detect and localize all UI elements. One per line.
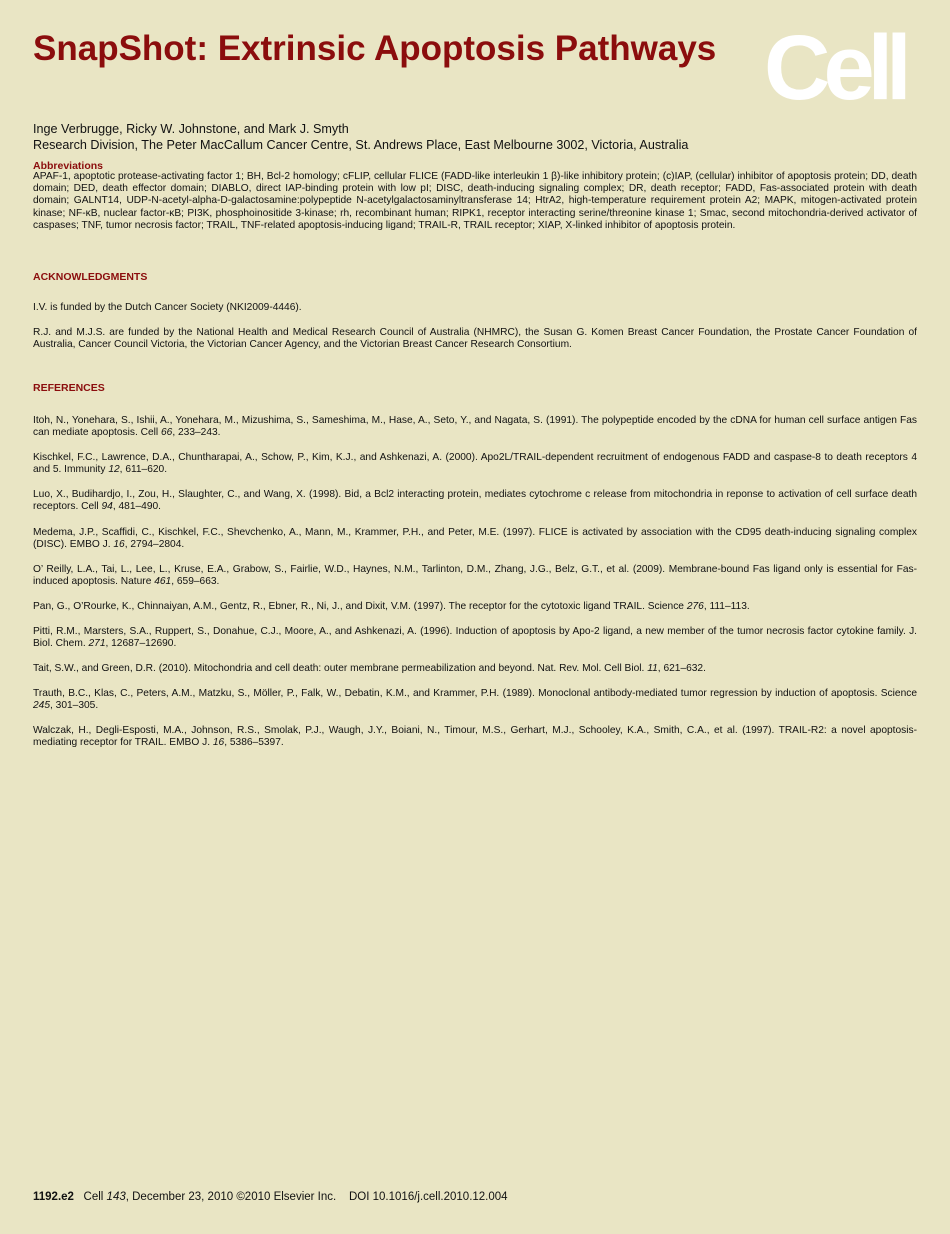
- page-title: SnapShot: Extrinsic Apoptosis Pathways: [33, 29, 717, 68]
- abbreviations-text: APAF-1, apoptotic protease-activating factor 1; BH, Bcl-2 homology; cFLIP, cellular FLICE (FADD-like interleukin 1 β)-like inhibitory protein; (c)IAP, (cellular) inhibitor of apoptosis protein; DD, death domain; DED, death effector domain; DIABLO, direct IAP-binding protein with low pI; DISC, death-inducing signaling complex; DR, death receptor; FADD, Fas-associated protein with death domain; GALNT14, UDP-N-acetyl-alpha-D-galactosamine:polypeptide N-acetylgalactosaminyltransferase 14; HtrA2, high-temperature requirement protein A2; MAPK, mitogen-activated protein kinase; NF-κB, nuclear factor-κB; PI3K, phosphoinositide 3-kinase; rh, recombinant human; RIPK1, receptor interacting serine/threonine kinase 1; Smac, second mitochondria-derived activator of caspases; TNF, tumor necrosis factor; TRAIL, TNF-related apoptosis-inducing ligand; TRAIL-R, TRAIL receptor; XIAP, X-linked inhibitor of apoptosis protein.: [33, 171, 917, 231]
- reference-item: Kischkel, F.C., Lawrence, D.A., Chuntharapai, A., Schow, P., Kim, K.J., and Ashkenazi, A. (2000). Apo2L/TRAIL-dependent recruitment of endogenous FADD and caspase-8 to death receptors 4 and 5. Immunity 12, 611–620.: [33, 452, 917, 476]
- reference-item: Pan, G., O’Rourke, K., Chinnaiyan, A.M., Gentz, R., Ebner, R., Ni, J., and Dixit, V.M. (1997). The receptor for the cytotoxic ligand TRAIL. Science 276, 111–113.: [33, 601, 750, 612]
- affiliation: Research Division, The Peter MacCallum Cancer Centre, St. Andrews Place, East Melbourne 3002, Victoria, Australia: [33, 138, 689, 152]
- acknowledgments-heading: ACKNOWLEDGMENTS: [33, 271, 148, 283]
- citation: Cell 143, December 23, 2010 ©2010 Elsevier Inc.: [83, 1191, 337, 1203]
- page-footer: [33, 1190, 508, 1204]
- doi: DOI 10.1016/j.cell.2010.12.004: [349, 1191, 508, 1203]
- reference-item: Medema, J.P., Scaffidi, C., Kischkel, F.C., Shevchenko, A., Mann, M., Krammer, P.H., and Peter, M.E. (1997). FLICE is activated by association with the CD95 death-inducing signaling complex (DISC). EMBO J. 16, 2794–2804.: [33, 527, 917, 551]
- reference-item: Itoh, N., Yonehara, S., Ishii, A., Yonehara, M., Mizushima, S., Sameshima, M., Hase, A., Seto, Y., and Nagata, S. (1991). The polypeptide encoded by the cDNA for human cell surface antigen Fas can mediate apoptosis. Cell 66, 233–243.: [33, 415, 917, 439]
- reference-item: Trauth, B.C., Klas, C., Peters, A.M., Matzku, S., Möller, P., Falk, W., Debatin, K.M., and Krammer, P.H. (1989). Monoclonal antibody-mediated tumor regression by induction of apoptosis. Science 245, 301–305.: [33, 688, 917, 712]
- author-block: [33, 121, 917, 153]
- acknowledgment-paragraph: I.V. is funded by the Dutch Cancer Society (NKI2009-4446).: [33, 302, 302, 313]
- reference-item: O’ Reilly, L.A., Tai, L., Lee, L., Kruse, E.A., Grabow, S., Fairlie, W.D., Haynes, N.M., Tarlinton, D.M., Zhang, J.G., Belz, G.T., et al. (2009). Membrane-bound Fas ligand only is essential for Fas-induced apoptosis. Nature 461, 659–663.: [33, 564, 917, 588]
- reference-item: Walczak, H., Degli-Esposti, M.A., Johnson, R.S., Smolak, P.J., Waugh, J.Y., Boiani, N., Timour, M.S., Gerhart, M.J., Schooley, K.A., Smith, C.A., et al. (1997). TRAIL-R2: a novel apoptosis-mediating receptor for TRAIL. EMBO J. 16, 5386–5397.: [33, 725, 917, 749]
- reference-item: Luo, X., Budihardjo, I., Zou, H., Slaughter, C., and Wang, X. (1998). Bid, a Bcl2 interacting protein, mediates cytochrome c release from mitochondria in reponse to activation of cell surface death receptors. Cell 94, 481–490.: [33, 489, 917, 513]
- cell-logo: Cell: [764, 17, 905, 119]
- reference-item: Tait, S.W., and Green, D.R. (2010). Mitochondria and cell death: outer membrane permeabilization and beyond. Nat. Rev. Mol. Cell Biol. 11, 621–632.: [33, 663, 706, 674]
- authors: Inge Verbrugge, Ricky W. Johnstone, and Mark J. Smyth: [33, 122, 349, 136]
- abbreviations-heading: Abbreviations: [33, 160, 104, 172]
- page-number: 1192.e2: [33, 1191, 74, 1203]
- references-heading: REFERENCES: [33, 382, 105, 394]
- acknowledgment-paragraph: R.J. and M.J.S. are funded by the National Health and Medical Research Council of Australia (NHMRC), the Susan G. Komen Breast Cancer Foundation, the Prostate Cancer Foundation of Australia, Cancer Council Victoria, the Victorian Cancer Agency, and the Victorian Breast Cancer Research Consortium.: [33, 327, 917, 351]
- reference-item: Pitti, R.M., Marsters, S.A., Ruppert, S., Donahue, C.J., Moore, A., and Ashkenazi, A. (1996). Induction of apoptosis by Apo-2 ligand, a new member of the tumor necrosis factor cytokine family. J. Biol. Chem. 271, 12687–12690.: [33, 626, 917, 650]
